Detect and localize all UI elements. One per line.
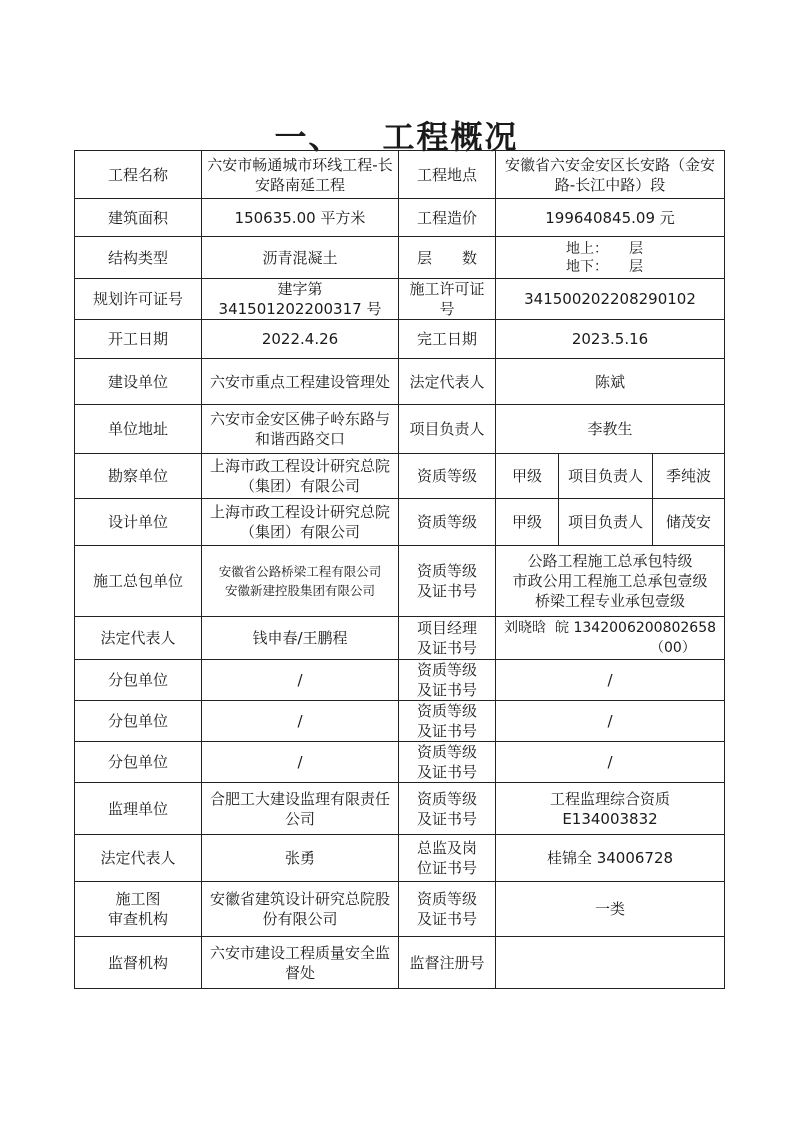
label-qualification-cert: 资质等级 及证书号 (399, 882, 496, 937)
table-row (75, 454, 725, 499)
table-row (75, 882, 725, 937)
label-qualification-cert: 资质等级 及证书号 (399, 701, 496, 742)
section-number: 一、 (274, 118, 343, 156)
value-general-contractor: 安徽省公路桥梁工程有限公司 安徽新建控股集团有限公司 (202, 546, 399, 617)
value-qualification: 甲级 (496, 454, 559, 499)
label-supervision-registration: 监督注册号 (399, 937, 496, 989)
value-project-manager-cert (496, 617, 725, 660)
label-legal-rep: 法定代表人 (75, 617, 202, 660)
label-legal-rep: 法定代表人 (75, 835, 202, 882)
label-structure-type: 结构类型 (75, 237, 202, 279)
table-row (75, 320, 725, 359)
value-construction-permit: 341500202208290102 (496, 279, 725, 320)
manager-cert-suffix: （00） (650, 640, 696, 656)
label-construction-unit: 建设单位 (75, 359, 202, 405)
value-construction-unit: 六安市重点工程建设管理处 (202, 359, 399, 405)
value-subcontractor: / (202, 742, 399, 783)
value-planning-permit: 建字第 341501202200317 号 (202, 279, 399, 320)
value-subcontractor-qualification: / (496, 660, 725, 701)
label-planning-permit: 规划许可证号 (75, 279, 202, 320)
table-row (75, 151, 725, 199)
section-title: 工程概况 (382, 118, 519, 156)
table-row (75, 783, 725, 835)
label-project-name: 工程名称 (75, 151, 202, 199)
label-design-unit: 设计单位 (75, 499, 202, 546)
label-project-leader: 项目负责人 (559, 454, 653, 499)
value-subcontractor-qualification: / (496, 701, 725, 742)
label-construction-permit: 施工许可证号 (399, 279, 496, 320)
value-supervision-unit: 合肥工大建设监理有限责任 公司 (202, 783, 399, 835)
value-unit-address: 六安市金安区佛子岭东路与 和谐西路交口 (202, 405, 399, 454)
value-structure-type: 沥青混凝土 (202, 237, 399, 279)
table-row (75, 660, 725, 701)
floors-below: 地下： 层 (566, 258, 643, 275)
label-start-date: 开工日期 (75, 320, 202, 359)
table-row (75, 405, 725, 454)
value-subcontractor: / (202, 701, 399, 742)
table-row (75, 937, 725, 989)
value-contractor-qualifications: 公路工程施工总承包特级 市政公用工程施工总承包壹级 桥梁工程专业承包壹级 (496, 546, 725, 617)
label-legal-rep: 法定代表人 (399, 359, 496, 405)
value-start-date: 2022.4.26 (202, 320, 399, 359)
table-row (75, 359, 725, 405)
label-qualification: 资质等级 (399, 454, 496, 499)
value-survey-unit: 上海市政工程设计研究总院 （集团）有限公司 (202, 454, 399, 499)
label-chief-supervisor-cert: 总监及岗 位证书号 (399, 835, 496, 882)
manager-name: 刘晓晗 (504, 620, 546, 636)
table-row (75, 237, 725, 279)
label-qualification: 资质等级 (399, 499, 496, 546)
value-project-leader: 季纯波 (653, 454, 725, 499)
value-qualification: 甲级 (496, 499, 559, 546)
label-qualification-cert: 资质等级 及证书号 (399, 546, 496, 617)
label-completion-date: 完工日期 (399, 320, 496, 359)
value-review-qualification: 一类 (496, 882, 725, 937)
manager-cert-number: 皖 1342006200802658 (555, 620, 717, 636)
label-general-contractor: 施工总包单位 (75, 546, 202, 617)
value-design-unit: 上海市政工程设计研究总院 （集团）有限公司 (202, 499, 399, 546)
value-subcontractor-qualification: / (496, 742, 725, 783)
table-row (75, 701, 725, 742)
label-project-leader: 项目负责人 (559, 499, 653, 546)
value-project-leader: 李教生 (496, 405, 725, 454)
project-overview-table (74, 150, 725, 989)
label-building-area: 建筑面积 (75, 199, 202, 237)
value-floors (496, 237, 725, 279)
label-project-location: 工程地点 (399, 151, 496, 199)
table-row (75, 617, 725, 660)
table-row (75, 199, 725, 237)
value-legal-rep: 张勇 (202, 835, 399, 882)
value-project-location: 安徽省六安金安区长安路（金安 路-长江中路）段 (496, 151, 725, 199)
value-completion-date: 2023.5.16 (496, 320, 725, 359)
label-project-cost: 工程造价 (399, 199, 496, 237)
label-project-leader: 项目负责人 (399, 405, 496, 454)
label-subcontractor: 分包单位 (75, 742, 202, 783)
value-supervisory-agency: 六安市建设工程质量安全监 督处 (202, 937, 399, 989)
label-subcontractor: 分包单位 (75, 660, 202, 701)
value-chief-supervisor-cert: 桂锦全 34006728 (496, 835, 725, 882)
table-row (75, 835, 725, 882)
value-building-area: 150635.00 平方米 (202, 199, 399, 237)
label-supervision-unit: 监理单位 (75, 783, 202, 835)
table-row (75, 499, 725, 546)
label-supervisory-agency: 监督机构 (75, 937, 202, 989)
label-qualification-cert: 资质等级 及证书号 (399, 783, 496, 835)
value-subcontractor: / (202, 660, 399, 701)
value-project-cost: 199640845.09 元 (496, 199, 725, 237)
value-legal-rep: 钱申春/王鹏程 (202, 617, 399, 660)
table-row (75, 546, 725, 617)
value-supervision-qualification: 工程监理综合资质 E134003832 (496, 783, 725, 835)
value-project-leader: 储茂安 (653, 499, 725, 546)
label-unit-address: 单位地址 (75, 405, 202, 454)
table-row (75, 742, 725, 783)
value-drawing-review-agency: 安徽省建筑设计研究总院股 份有限公司 (202, 882, 399, 937)
value-supervision-registration (496, 937, 725, 989)
label-qualification-cert: 资质等级 及证书号 (399, 742, 496, 783)
value-legal-rep: 陈斌 (496, 359, 725, 405)
table-row (75, 279, 725, 320)
value-project-name: 六安市畅通城市环线工程-长 安路南延工程 (202, 151, 399, 199)
label-subcontractor: 分包单位 (75, 701, 202, 742)
label-drawing-review-agency: 施工图 审查机构 (75, 882, 202, 937)
floors-above: 地上： 层 (566, 240, 643, 257)
label-project-manager-cert: 项目经理 及证书号 (399, 617, 496, 660)
label-qualification-cert: 资质等级 及证书号 (399, 660, 496, 701)
label-floors: 层 数 (399, 237, 496, 279)
label-survey-unit: 勘察单位 (75, 454, 202, 499)
